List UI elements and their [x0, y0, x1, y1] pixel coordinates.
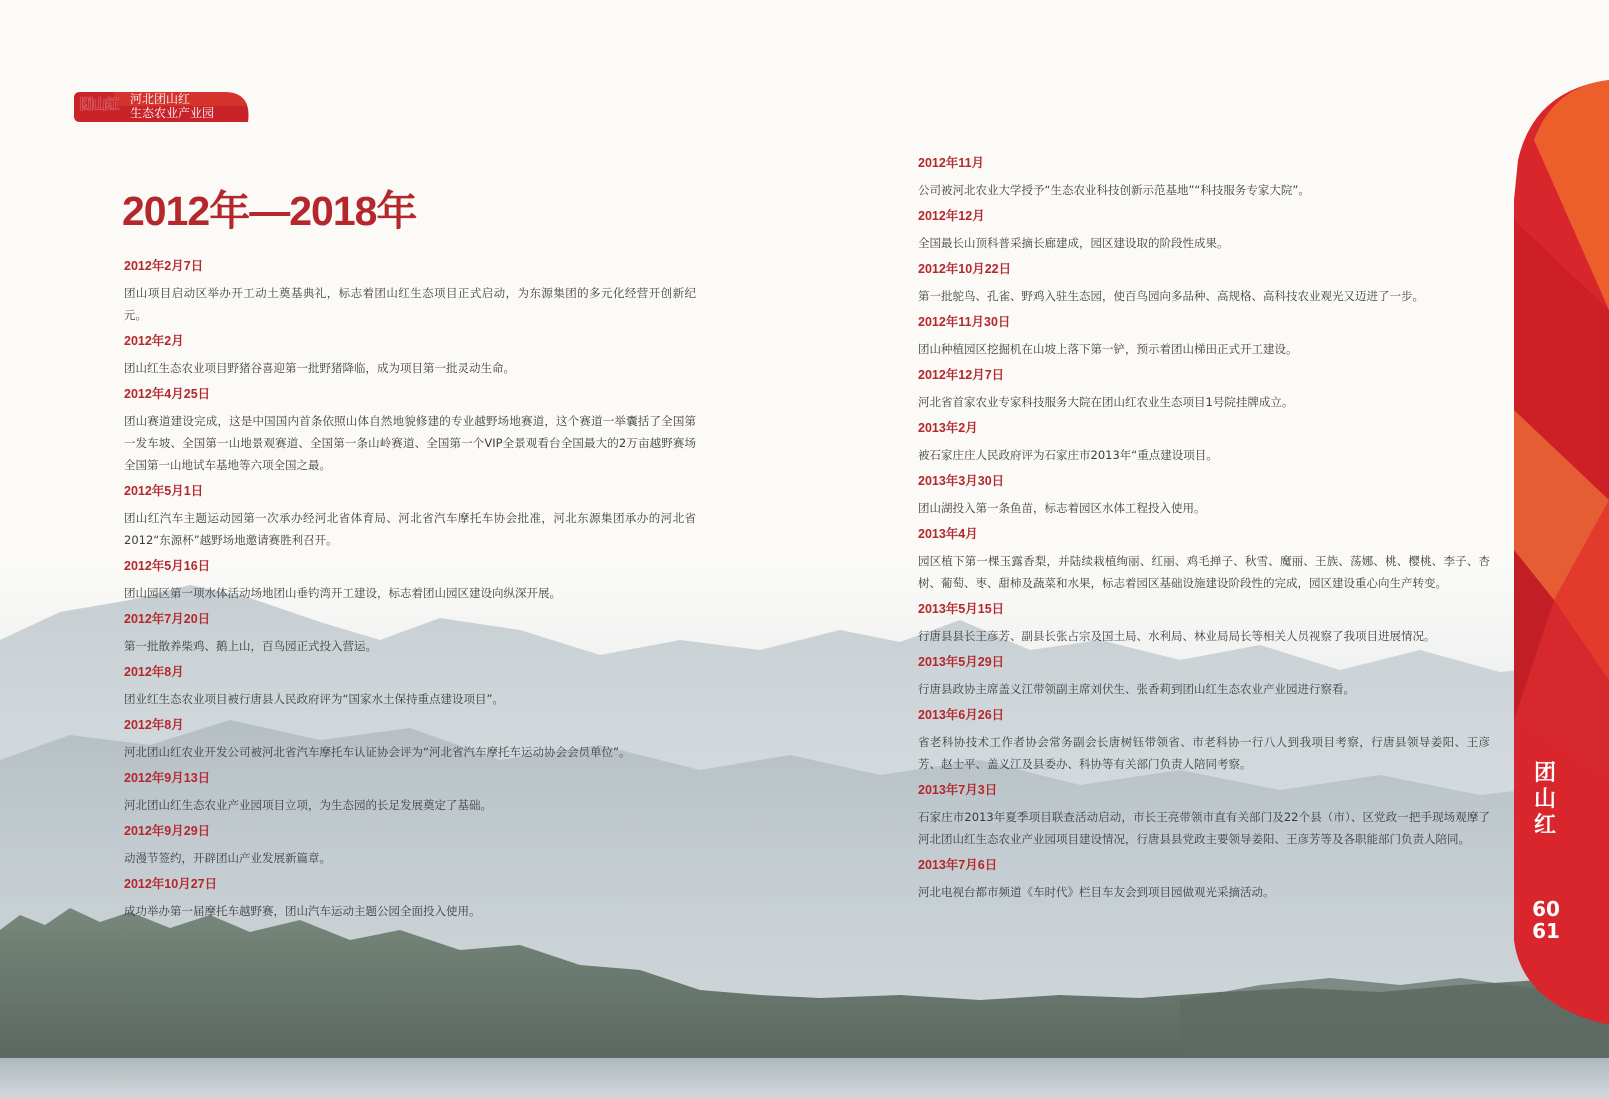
brand-line-2: 生态农业产业园: [130, 106, 215, 120]
entry-date: 2012年10月22日: [918, 262, 1012, 276]
timeline-entry: [918, 261, 1490, 307]
entry-date: 2013年5月15日: [918, 602, 1005, 616]
brand-line-1: 河北团山红: [130, 92, 191, 106]
timeline-entry: [124, 717, 696, 763]
timeline-entry: [124, 558, 696, 604]
entry-text: 被石家庄庄人民政府评为石家庄市2013年“重点建设项目。: [918, 448, 1218, 462]
entry-text: 成功举办第一届摩托车越野赛，团山汽车运动主题公园全面投入使用。: [124, 904, 481, 918]
entry-date: 2013年5月29日: [918, 655, 1005, 669]
timeline-entry: [918, 420, 1490, 466]
entry-date: 2013年2月: [918, 421, 978, 435]
entry-text: 石家庄市2013年夏季项目联查活动启动，市长王亮带领市直有关部门及22个县（市）、区党政一把手现场观摩了河北团山红生态农业产业园项目建设情况，行唐县县党政主要领导姜阳、王彦芳等及各职能部门负责人陪同。: [918, 810, 1490, 846]
entry-text: 公司被河北农业大学授予“生态农业科技创新示范基地”“科技服务专家大院”。: [918, 183, 1310, 197]
timeline-entry: [918, 654, 1490, 700]
entry-date: 2012年4月25日: [124, 387, 211, 401]
entry-date: 2012年2月7日: [124, 259, 204, 273]
entry-text: 行唐县县长王彦芳、副县长张占宗及国土局、水利局、林业局局长等相关人员视察了我项目进展情况。: [918, 629, 1436, 643]
entry-date: 2012年12月: [918, 209, 985, 223]
brand-badge: [74, 86, 252, 126]
timeline-entry: [124, 823, 696, 869]
ribbon-logo: [1530, 760, 1560, 885]
entry-text: 河北团山红农业开发公司被河北省汽车摩托车认证协会评为“河北省汽车摩托车运动协会会员单位”。: [124, 745, 631, 759]
timeline-entry: [918, 314, 1490, 360]
timeline-entry: [918, 473, 1490, 519]
page-title: 2012年—2018年: [122, 188, 417, 234]
timeline-entry: [124, 876, 696, 922]
timeline-entry: [124, 611, 696, 657]
entry-text: 动漫节签约，开辟团山产业发展新篇章。: [124, 851, 331, 865]
entry-date: 2013年3月30日: [918, 474, 1005, 488]
entry-date: 2013年7月3日: [918, 783, 998, 797]
entry-date: 2012年9月13日: [124, 771, 211, 785]
entry-text: 团山红汽车主题运动园第一次承办经河北省体育局、河北省汽车摩托车协会批准，河北东源集团承办的河北省2012“东源杯”越野场地邀请赛胜利召开。: [124, 511, 696, 547]
entry-text: 省老科协技术工作者协会常务副会长唐树钰带领省、市老科协一行八人到我项目考察，行唐县领导姜阳、王彦芳、赵士平、盖义江及县委办、科协等有关部门负责人陪同考察。: [918, 735, 1490, 771]
entry-date: 2012年5月1日: [124, 484, 204, 498]
brand-name: [130, 92, 214, 120]
entry-date: 2012年11月30日: [918, 315, 1011, 329]
ribbon-logo-char: 团: [1533, 760, 1556, 786]
entry-text: 河北电视台都市频道《车时代》栏目车友会到项目园做观光采摘活动。: [918, 885, 1275, 899]
entry-text: 团业红生态农业项目被行唐县人民政府评为“国家水土保持重点建设项目”。: [124, 692, 504, 706]
page-number-right: 61: [1532, 919, 1560, 943]
entry-text: 园区植下第一棵玉露香梨，并陆续栽植绚丽、红丽、鸡毛掸子、秋雪、魔丽、王族、荡娜、桃、樱桃、李子、杏树、葡萄、枣、甜柿及蔬菜和水果，标志着园区基础设施建设阶段性的完成，园区建设重心向生产转变。: [918, 554, 1490, 590]
page-number-left: 60: [1532, 897, 1560, 921]
entry-text: 行唐县政协主席盖义江带领副主席刘伏生、张香莉到团山红生态农业产业园进行察看。: [918, 682, 1355, 696]
timeline-entry: [918, 155, 1490, 201]
timeline-entry: [918, 526, 1490, 594]
entry-text: 团山赛道建设完成，这是中国国内首条依照山体自然地貌修建的专业越野场地赛道，这个赛道一举囊括了全国第一发车坡、全国第一山地景观赛道、全国第一条山岭赛道、全国第一个VIP全景观看台全国最大的2万亩越野赛场全国第一山地试车基地等六项全国之最。: [124, 414, 696, 472]
entry-text: 河北团山红生态农业产业园项目立项，为生态园的长足发展奠定了基础。: [124, 798, 492, 812]
timeline-entry: [124, 483, 696, 551]
entry-text: 全国最长山顶科普采摘长廊建成，园区建设取的阶段性成果。: [918, 236, 1229, 250]
entry-text: 团山园区第一项水体活动场地团山垂钓湾开工建设，标志着团山园区建设向纵深开展。: [124, 586, 561, 600]
entry-date: 2012年10月27日: [124, 877, 218, 891]
timeline-entry: [124, 258, 696, 326]
red-ribbon: [1514, 80, 1609, 1025]
entry-text: 团山红生态农业项目野猪谷喜迎第一批野猪降临，成为项目第一批灵动生命。: [124, 361, 515, 375]
entry-date: 2012年8月: [124, 665, 184, 679]
timeline-entry: [918, 208, 1490, 254]
entry-text: 第一批鸵鸟、孔雀、野鸡入驻生态园，使百鸟园向多品种、高规格、高科技农业观光又迈进了一步。: [918, 289, 1424, 303]
entry-date: 2012年12月7日: [918, 368, 1005, 382]
timeline-left-column: [124, 258, 696, 929]
entry-date: 2012年7月20日: [124, 612, 211, 626]
timeline-entry: [918, 601, 1490, 647]
entry-text: 团山种植园区挖掘机在山坡上落下第一铲，预示着团山梯田正式开工建设。: [918, 342, 1298, 356]
timeline-entry: [918, 367, 1490, 413]
entry-text: 第一批散养柴鸡、鹅上山，百鸟园正式投入营运。: [124, 639, 377, 653]
timeline-right-column: [918, 155, 1490, 910]
entry-text: 团山湖投入第一条鱼苗，标志着园区水体工程投入使用。: [918, 501, 1206, 515]
entry-date: 2012年8月: [124, 718, 184, 732]
entry-date: 2013年4月: [918, 527, 978, 541]
timeline-entry: [124, 770, 696, 816]
timeline-entry: [124, 386, 696, 476]
ribbon-logo-char: 红: [1533, 812, 1556, 838]
entry-text: 河北省首家农业专家科技服务大院在团山红农业生态项目1号院挂牌成立。: [918, 395, 1294, 409]
timeline-entry: [124, 664, 696, 710]
entry-date: 2012年11月: [918, 156, 985, 170]
entry-date: 2013年7月6日: [918, 858, 998, 872]
timeline-entry: [918, 707, 1490, 775]
timeline-entry: [918, 782, 1490, 850]
entry-text: 团山项目启动区举办开工动土奠基典礼，标志着团山红生态项目正式启动，为东源集团的多元化经营开创新纪元。: [124, 286, 696, 322]
timeline-entry: [918, 857, 1490, 903]
ribbon-logo-char: 山: [1533, 786, 1556, 812]
entry-date: 2012年9月29日: [124, 824, 211, 838]
entry-date: 2012年2月: [124, 334, 184, 348]
entry-date: 2012年5月16日: [124, 559, 211, 573]
timeline-entry: [124, 333, 696, 379]
brand-logo: 团山红: [79, 97, 119, 113]
entry-date: 2013年6月26日: [918, 708, 1005, 722]
